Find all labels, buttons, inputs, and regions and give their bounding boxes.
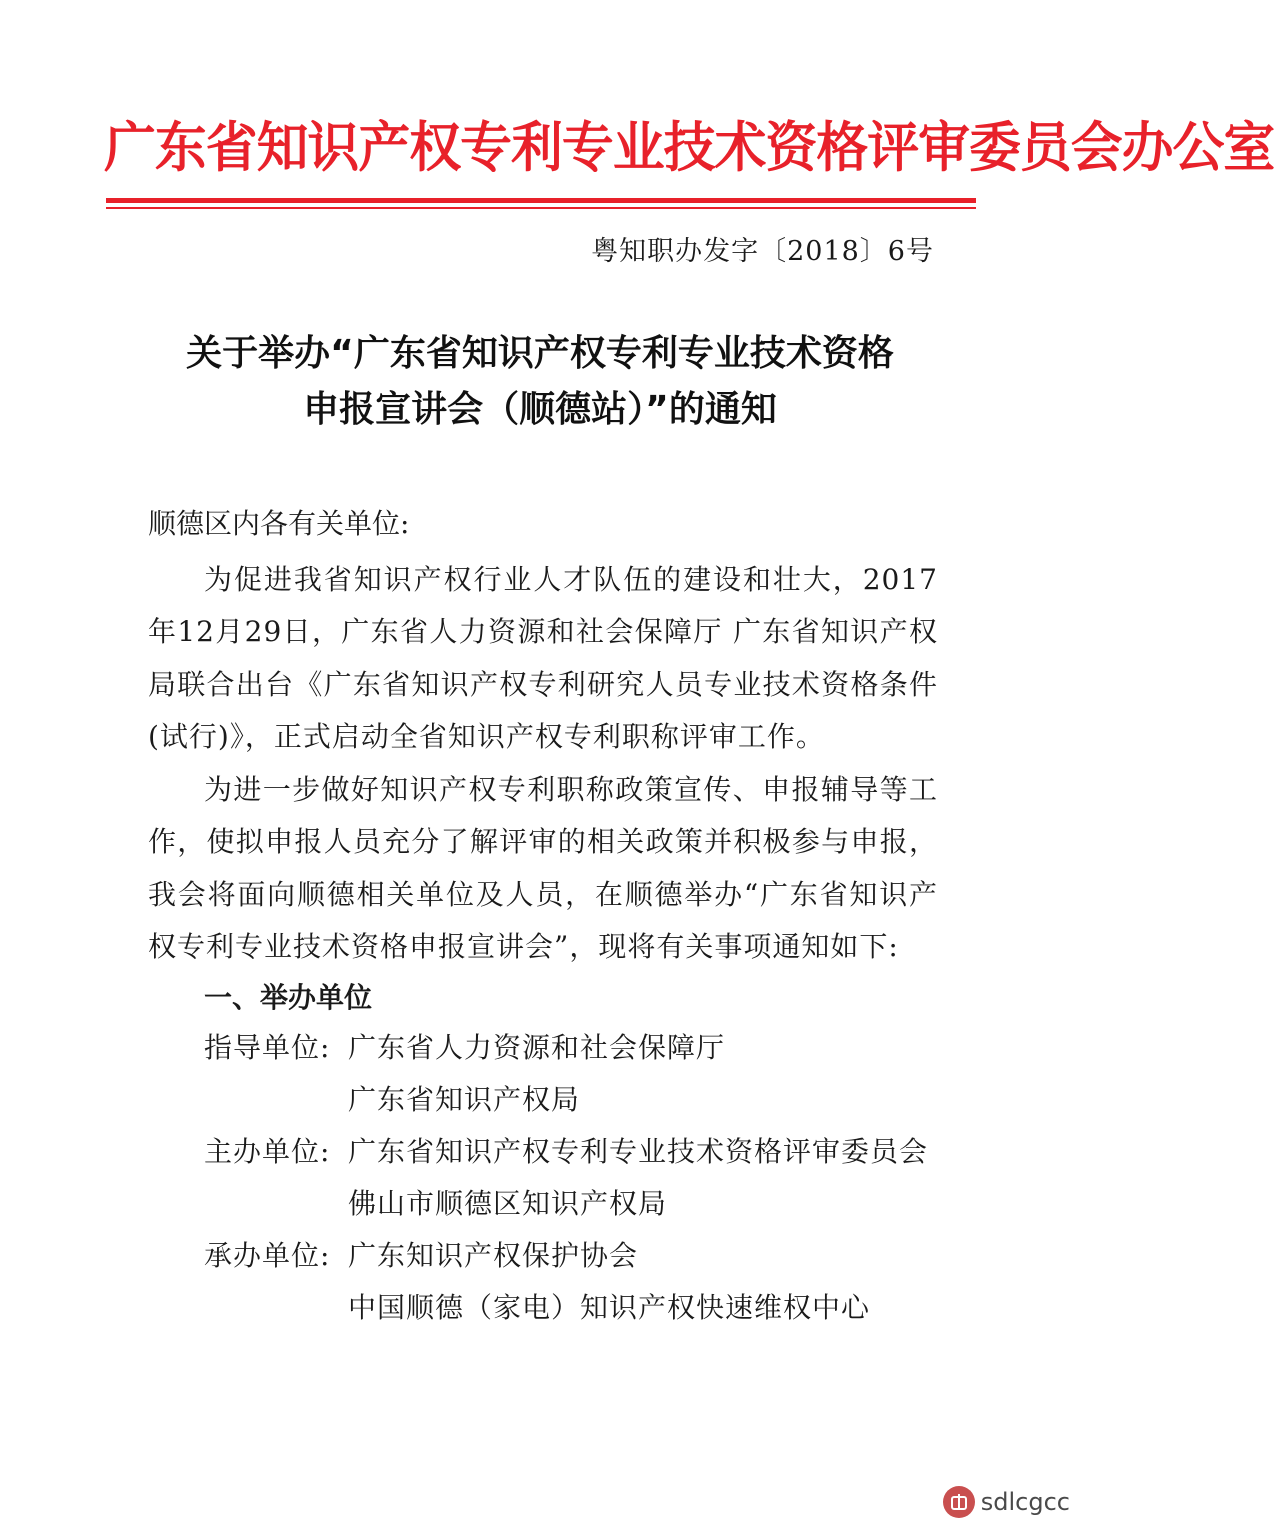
document-title — [120, 326, 960, 438]
header-divider-thick — [106, 198, 976, 203]
organizer-unit-label: 承办单位: — [204, 1239, 331, 1272]
organizer-unit-value-2: 中国顺德（家电）知识产权快速维权中心 — [348, 1291, 871, 1324]
salutation: 顺德区内各有关单位: — [148, 507, 410, 540]
host-unit-value-2: 佛山市顺德区知识产权局 — [348, 1187, 668, 1220]
wechat-account-icon — [943, 1486, 975, 1518]
watermark-text: sdlcgcc — [980, 1488, 1070, 1516]
guiding-unit-value-2: 广东省知识产权局 — [348, 1083, 581, 1116]
title-line-1: 关于举办“广东省知识产权专利专业技术资格 — [186, 333, 894, 374]
watermark — [943, 1486, 1070, 1518]
paragraph-1: 为促进我省知识产权行业人才队伍的建设和壮大，2017年12月29日，广东省人力资源和社会保障厅 广东省知识产权局联合出台《广东省知识产权专利研究人员专业技术资格条件(试行)》，正式启动全省知识产权专利职称评审工作。 — [148, 563, 938, 753]
organizer-unit-value-1: 广东知识产权保护协会 — [348, 1239, 639, 1272]
header-divider-thin — [106, 207, 976, 209]
section-heading: 一、举办单位 — [204, 981, 373, 1014]
host-unit-label: 主办单位: — [204, 1135, 331, 1168]
organization-header: 广东省知识产权专利专业技术资格评审委员会办公室 — [104, 116, 1274, 179]
document-number: 粤知职办发字〔2018〕6号 — [591, 236, 934, 267]
guiding-unit-label: 指导单位: — [204, 1031, 331, 1064]
guiding-unit-value-1: 广东省人力资源和社会保障厅 — [348, 1031, 726, 1064]
paragraph-2: 为进一步做好知识产权专利职称政策宣传、申报辅导等工作，使拟申报人员充分了解评审的相关政策并积极参与申报，我会将面向顺德相关单位及人员，在顺德举办“广东省知识产权专利专业技术资格申报宣讲会”，现将有关事项通知如下: — [148, 773, 938, 963]
title-line-2: 申报宣讲会（顺德站）”的通知 — [303, 389, 777, 430]
host-unit-value-1: 广东省知识产权专利专业技术资格评审委员会 — [348, 1135, 929, 1168]
